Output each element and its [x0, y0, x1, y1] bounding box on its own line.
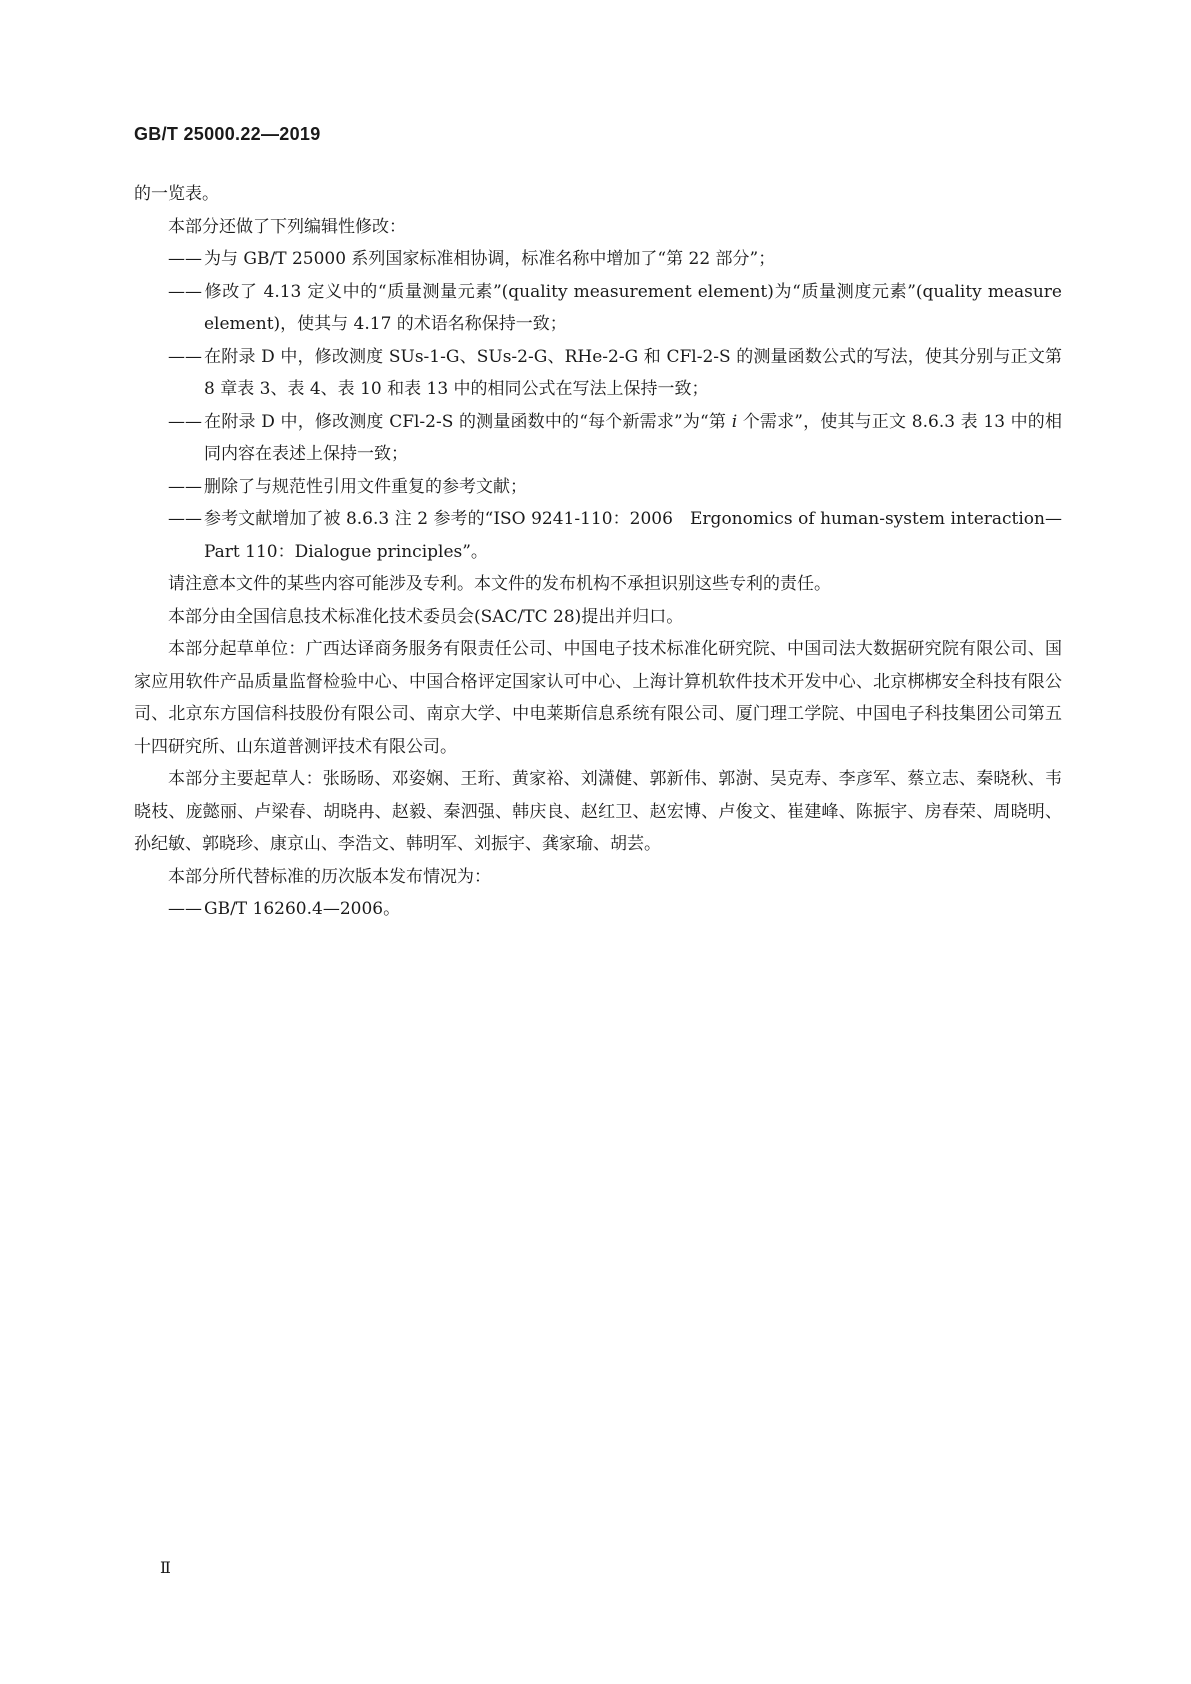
page-number: Ⅱ [160, 1558, 171, 1577]
foreword-body [134, 178, 1062, 926]
edit-item-text: 为与 GB/T 25000 系列国家标准相协调，标准名称中增加了“第 22 部分”； [204, 249, 776, 269]
dash-mark: —— [168, 509, 202, 529]
standard-code-header: GB/T 25000.22—2019 [134, 124, 321, 144]
edit-item-references-removed [134, 471, 1062, 504]
paragraph-proposer: 本部分由全国信息技术标准化技术委员会(SAC/TC 28)提出并归口。 [168, 606, 684, 627]
edit-item-requirement-change [134, 406, 1062, 471]
dash-mark: —— [168, 346, 202, 367]
edit-item-text: 修改了 4.13 定义中的“质量测量元素”(quality measurement element)为“质量测度元素”(quality measure element)，使其与 4.17 的术语名称保持一致； [204, 281, 1062, 334]
italic-variable: i [731, 411, 738, 432]
edit-item-text-b: 个需求”，使其与正文 8.6.3 表 13 中的相同内容在表述上保持一致； [204, 411, 1062, 464]
edit-item-text: 在附录 D 中，修改测度 SUs-1-G、SUs-2-G、RHe-2-G 和 CFl-2-S 的测量函数公式的写法，使其分别与正文第 8 章表 3、表 4、表 10 和表 13 中的相同公式在写法上保持一致； [204, 346, 1062, 399]
paragraph-history-intro: 本部分所代替标准的历次版本发布情况为： [168, 866, 491, 887]
history-item [134, 893, 1062, 926]
dash-mark: —— [168, 411, 202, 432]
dash-mark: —— [168, 476, 202, 497]
dash-mark: —— [168, 281, 202, 302]
paragraph-drafters: 本部分主要起草人：张旸旸、邓姿娴、王珩、黄家裕、刘潇健、郭新伟、郭澍、吴克寿、李彦军、蔡立志、秦晓秋、韦晓枝、庞懿丽、卢梁春、胡晓冉、赵毅、秦泗强、韩庆良、赵红卫、赵宏博、卢俊文、崔建峰、陈振宇、房春荣、周晓明、孙纪敏、郭晓珍、康京山、李浩文、韩明军、刘振宇、龚家瑜、胡芸。 [134, 769, 1062, 854]
paragraph-patent-notice: 请注意本文件的某些内容可能涉及专利。本文件的发布机构不承担识别这些专利的责任。 [168, 574, 831, 594]
edit-item-text: 参考文献增加了被 8.6.3 注 2 参考的“ISO 9241-110：2006 Ergonomics of human-system interaction—Part 110：Dialogue principles”。 [204, 509, 1062, 562]
dash-mark: —— [168, 249, 202, 269]
edit-item-reference-added [134, 503, 1062, 568]
paragraph-editorial-intro: 本部分还做了下列编辑性修改： [168, 216, 406, 237]
edit-item-title-change [134, 243, 1062, 276]
edit-item-term-change [134, 276, 1062, 341]
edit-item-formula-change [134, 341, 1062, 406]
dash-mark: —— [168, 899, 202, 919]
paragraph-drafting-units: 本部分起草单位：广西达译商务服务有限责任公司、中国电子技术标准化研究院、中国司法大数据研究院有限公司、国家应用软件产品质量监督检验中心、中国合格评定国家认可中心、上海计算机软件技术开发中心、北京梆梆安全科技有限公司、北京东方国信科技股份有限公司、南京大学、中电莱斯信息系统有限公司、厦门理工学院、中国电子科技集团公司第五十四研究所、山东道普测评技术有限公司。 [134, 639, 1062, 757]
edit-item-text: 删除了与规范性引用文件重复的参考文献； [204, 476, 527, 497]
paragraph-continuation: 的一览表。 [134, 184, 219, 204]
edit-item-text-a: 在附录 D 中，修改测度 CFl-2-S 的测量函数中的“每个新需求”为“第 [204, 411, 732, 432]
history-item-text: GB/T 16260.4—2006。 [204, 899, 401, 919]
